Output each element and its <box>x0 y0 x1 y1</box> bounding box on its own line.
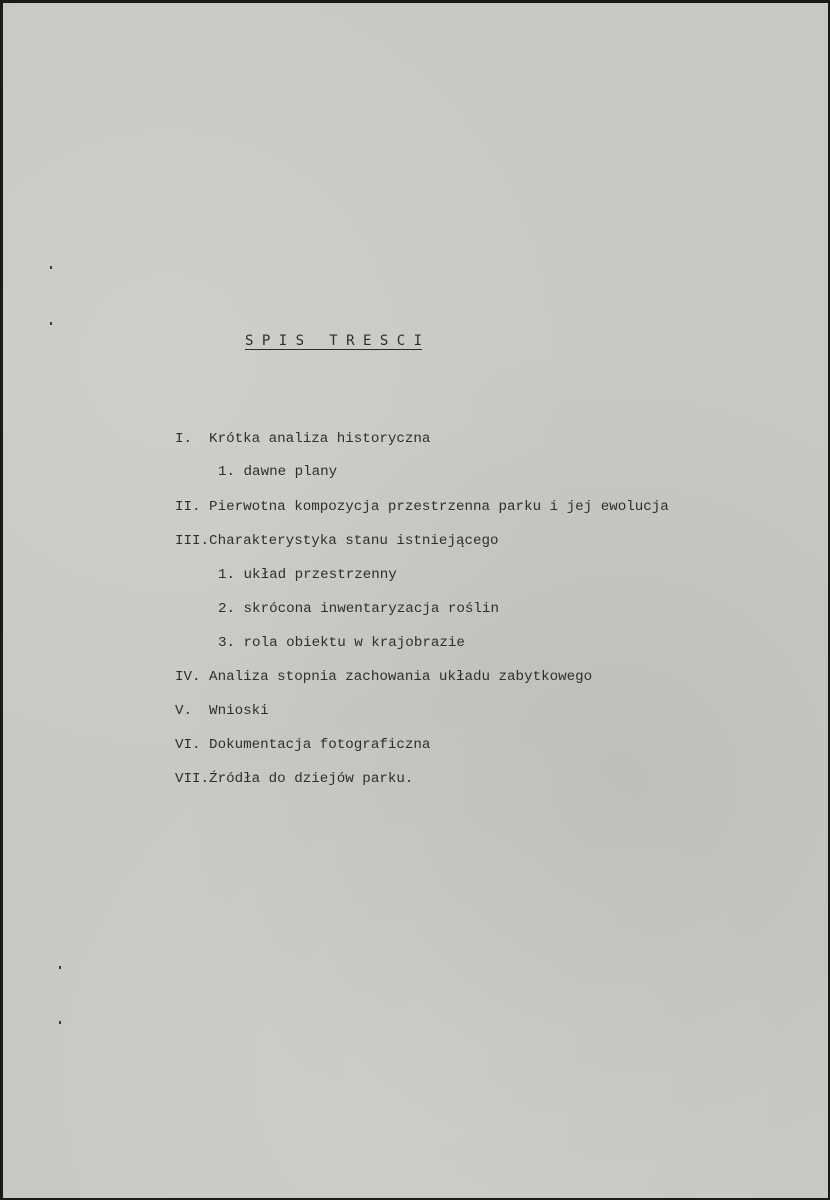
toc-subitem: 3. rola obiektu w krajobrazie <box>218 635 465 651</box>
margin-mark <box>59 966 61 969</box>
margin-mark <box>59 1021 61 1024</box>
toc-item: III.Charakterystyka stanu istniejącego <box>175 533 499 549</box>
toc-item: VII.Źródła do dziejów parku. <box>175 771 414 787</box>
toc-subitem: 2. skrócona inwentaryzacja roślin <box>218 601 499 617</box>
toc-title: S P I S T R E S C I <box>245 333 423 349</box>
toc-item: I. Krótka analiza historyczna <box>175 431 431 447</box>
toc-item: II. Pierwotna kompozycja przestrzenna parku i jej ewolucja <box>175 499 669 515</box>
margin-mark <box>50 322 52 325</box>
toc-item: IV. Analiza stopnia zachowania układu zabytkowego <box>175 669 593 685</box>
document-page <box>3 3 828 1198</box>
margin-mark <box>50 266 52 269</box>
toc-subitem: 1. układ przestrzenny <box>218 567 397 583</box>
toc-subitem: 1. dawne plany <box>218 464 338 480</box>
toc-item: VI. Dokumentacja fotograficzna <box>175 737 431 753</box>
toc-item: V. Wnioski <box>175 703 269 719</box>
